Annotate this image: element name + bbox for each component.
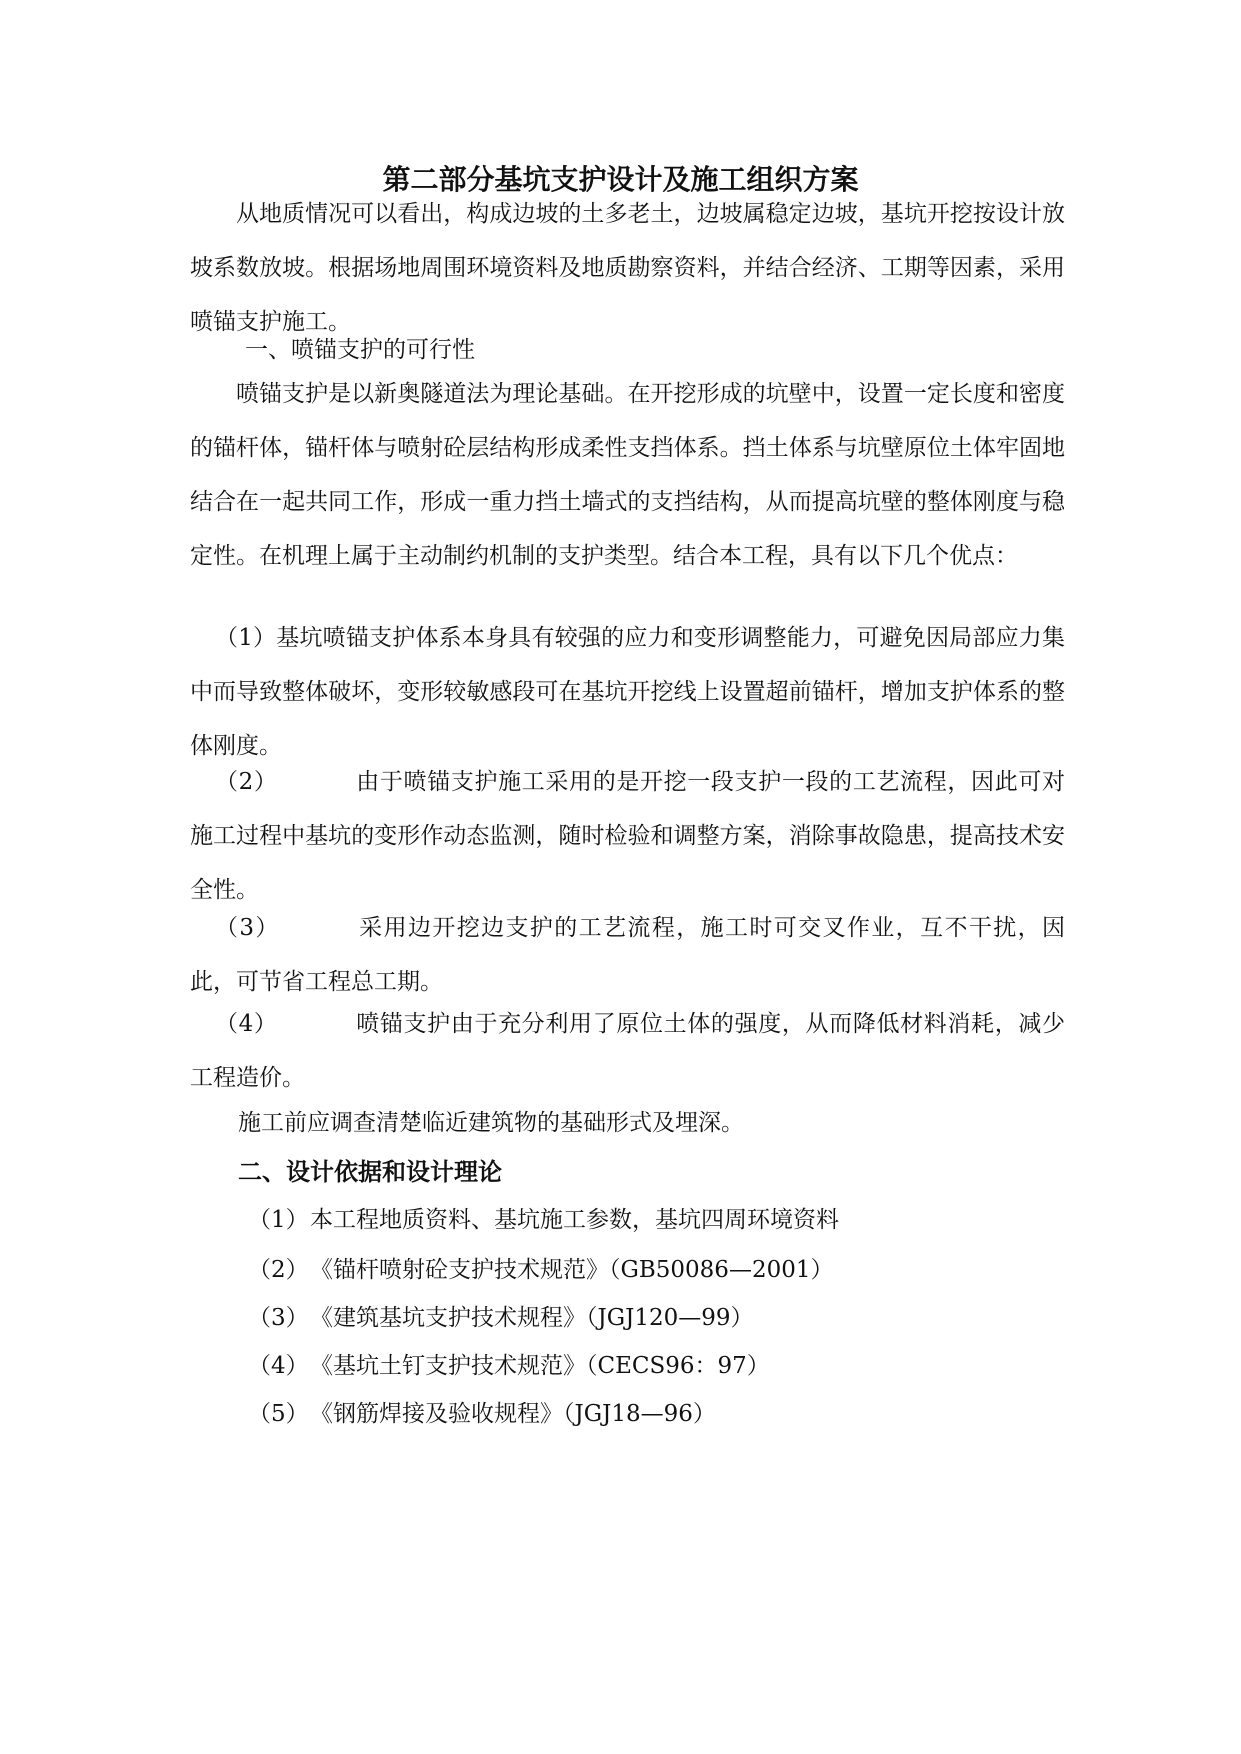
- reference-item-1: [248, 1200, 839, 1240]
- advantage-number: （3）: [215, 915, 280, 941]
- advantage-number: （4）: [215, 1011, 278, 1037]
- advantage-item-1: [190, 611, 1065, 773]
- advantage-text: 基坑喷锚支护体系本身具有较强的应力和变形调整能力，可避免因局部应力集中而导致整体破坏，变形较敏感段可在基坑开挖线上设置超前锚杆，增加支护体系的整体刚度。: [190, 625, 1065, 759]
- reference-text: 《锚杆喷射砼支护技术规范》（GB50086—2001）: [310, 1257, 834, 1283]
- section1-paragraph: 喷锚支护是以新奥隧道法为理论基础。在开挖形成的坑壁中，设置一定长度和密度的锚杆体，锚杆体与喷射砼层结构形成柔性支挡体系。挡土体系与坑壁原位土体牢固地结合在一起共同工作，形成一重力挡土墙式的支挡结构，从而提高坑壁的整体刚度与稳定性。在机理上属于主动制约机制的支护类型。结合本工程，具有以下几个优点：: [190, 381, 1065, 569]
- advantage-item-3: [190, 901, 1065, 1009]
- intro-paragraph: 从地质情况可以看出，构成边坡的土多老土，边坡属稳定边坡，基坑开挖按设计放坡系数放坡。根据场地周围环境资料及地质勘察资料，并结合经济、工期等因素，采用喷锚支护施工。: [190, 201, 1065, 335]
- advantage-text: 采用边开挖边支护的工艺流程，施工时可交叉作业，互不干扰，因此，可节省工程总工期。: [190, 915, 1065, 995]
- document-title: 第二部分基坑支护设计及施工组织方案: [382, 163, 859, 196]
- advantage-item-2: [190, 755, 1065, 917]
- advantage-item-4: [190, 997, 1065, 1105]
- section1-heading: 一、喷锚支护的可行性: [245, 337, 475, 363]
- advantage-text: 由于喷锚支护施工采用的是开挖一段支护一段的工艺流程，因此可对施工过程中基坑的变形作动态监测，随时检验和调整方案，消除事故隐患，提高技术安全性。: [190, 769, 1065, 903]
- construction-note: 施工前应调查清楚临近建筑物的基础形式及埋深。: [238, 1110, 744, 1136]
- reference-number: （3）: [248, 1305, 309, 1331]
- reference-item-5: [248, 1394, 716, 1434]
- reference-text: 《基坑土钉支护技术规范》（CECS96：97）: [310, 1353, 770, 1379]
- reference-number: （4）: [248, 1353, 309, 1379]
- advantage-text: 喷锚支护由于充分利用了原位土体的强度，从而降低材料消耗，减少工程造价。: [190, 1011, 1065, 1091]
- advantage-number: （1）: [215, 625, 277, 651]
- reference-item-2: [248, 1250, 833, 1290]
- reference-item-4: [248, 1346, 770, 1386]
- reference-number: （1）: [248, 1207, 309, 1233]
- reference-number: （5）: [248, 1401, 309, 1427]
- section2-heading: 二、设计依据和设计理论: [238, 1157, 502, 1186]
- reference-item-3: [248, 1298, 753, 1338]
- advantage-number: （2）: [215, 769, 278, 795]
- reference-text: 《钢筋焊接及验收规程》（JGJ18—96）: [310, 1401, 716, 1427]
- reference-text: 本工程地质资料、基坑施工参数，基坑四周环境资料: [310, 1207, 839, 1233]
- reference-text: 《建筑基坑支护技术规程》（JGJ120—99）: [310, 1305, 754, 1331]
- reference-number: （2）: [248, 1257, 309, 1283]
